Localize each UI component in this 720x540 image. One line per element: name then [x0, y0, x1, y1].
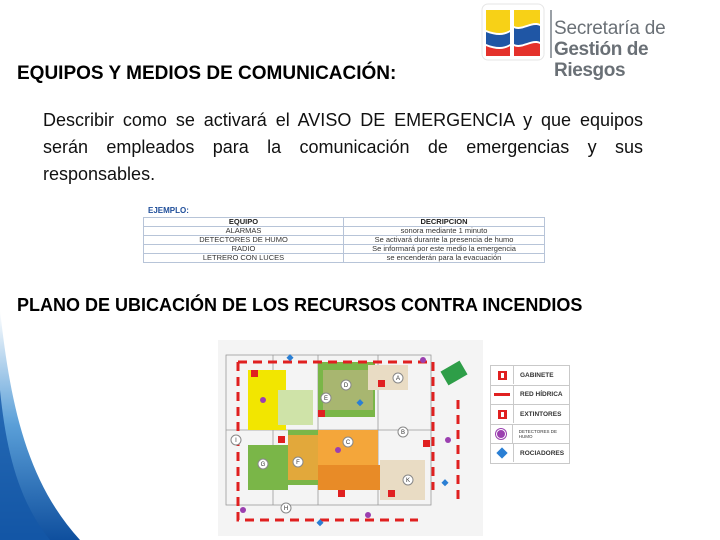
legend-label: DETECTORES DE HUMO — [518, 428, 557, 439]
svg-text:K: K — [405, 478, 411, 484]
legend-label: EXTINTORES — [520, 410, 562, 418]
table-cell: DETECTORES DE HUMO — [144, 236, 344, 245]
description-text: Describir como se activará el AVISO DE EMERGENCIA y que equipos serán empleados para la comunicación de emergencias y sus responsables. — [43, 110, 643, 184]
floor-plan-image — [218, 340, 483, 536]
section-title: PLANO DE UBICACIÓN DE LOS RECURSOS CONTRA INCENDIOS — [17, 295, 583, 315]
table-cell: RADIO — [144, 245, 344, 254]
legend-item — [490, 444, 570, 464]
decorative-swoosh — [0, 280, 90, 540]
table-cell: LETRERO CON LUCES — [144, 254, 344, 263]
table-row — [144, 236, 545, 245]
legend-label: GABINETE — [520, 371, 554, 379]
table-cell: Se activará durante la presencia de humo — [344, 236, 545, 245]
water-line-icon — [494, 393, 510, 396]
page-title: EQUIPOS Y MEDIOS DE COMUNICACIÓN: — [17, 63, 397, 84]
svg-text:H: H — [283, 506, 289, 512]
table-header: EQUIPO — [144, 218, 344, 227]
table-cell: sonora mediante 1 minuto — [344, 227, 545, 236]
legend-item — [490, 365, 570, 386]
table-header: DECRIPCION — [344, 218, 545, 227]
logo-divider — [550, 10, 552, 58]
svg-text:G: G — [260, 462, 266, 468]
table-row — [144, 227, 545, 236]
table-cell: Se informará por este medio la emergencia — [344, 245, 545, 254]
example-label: EJEMPLO: — [148, 206, 189, 215]
svg-text:C: C — [345, 440, 351, 446]
logo-line1: Secretaría de — [554, 18, 666, 39]
plan-legend — [490, 365, 570, 464]
ecuador-logo-icon — [480, 2, 546, 62]
svg-text:A: A — [395, 376, 401, 382]
legend-item — [490, 386, 570, 406]
svg-text:B: B — [400, 430, 406, 436]
gestion-riesgos-logo — [478, 0, 720, 81]
legend-item — [490, 405, 570, 425]
svg-text:D: D — [343, 383, 349, 389]
sprinkler-icon — [496, 448, 507, 459]
legend-label: RED HÍDRICA — [520, 391, 563, 399]
svg-text:E: E — [323, 396, 329, 402]
smoke-detector-icon — [496, 429, 506, 439]
table-cell: se encenderán para la evacuación — [344, 254, 545, 263]
svg-text:F: F — [296, 460, 300, 466]
table-row — [144, 245, 545, 254]
legend-label: ROCIADORES — [520, 449, 565, 457]
table-row — [144, 254, 545, 263]
logo-line2: Gestión de Riesgos — [554, 39, 649, 81]
example-table-image — [143, 205, 545, 275]
table-cell: ALARMAS — [144, 227, 344, 236]
extinguisher-icon — [498, 410, 507, 419]
svg-text:I: I — [235, 438, 237, 444]
legend-item — [490, 425, 570, 445]
fire-cabinet-icon — [498, 371, 507, 380]
example-table — [143, 217, 545, 263]
